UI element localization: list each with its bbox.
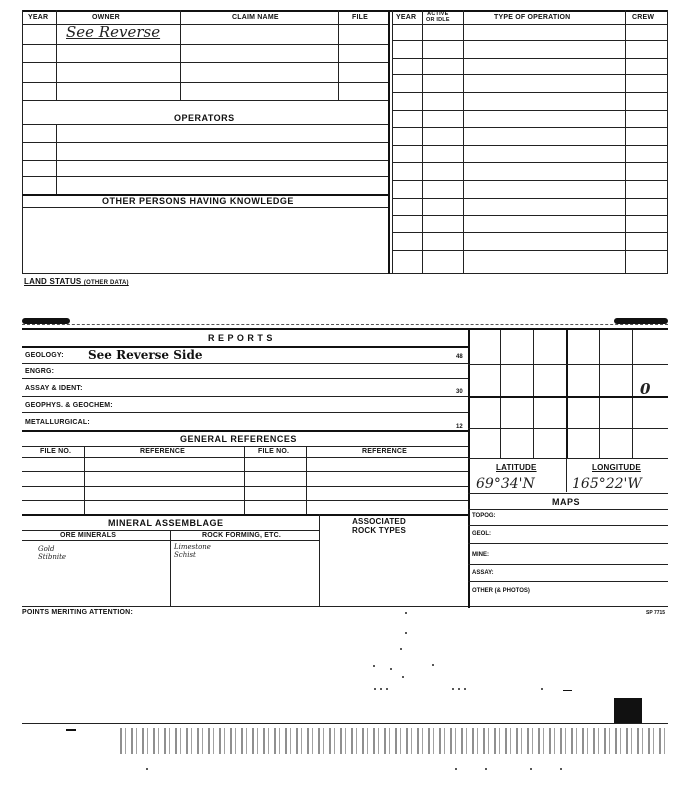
top-section	[22, 10, 668, 274]
longitude-value: 165°22'W	[572, 476, 642, 492]
noise-dash-left	[66, 729, 76, 731]
land-status-title: LAND STATUS	[24, 277, 82, 286]
latitude-label: LATITUDE	[496, 463, 537, 472]
rock-forming-heading: ROCK FORMING, ETC.	[202, 532, 282, 539]
form-id: SP 7715	[646, 610, 666, 616]
reports-heading: R E P O R T S	[208, 333, 273, 343]
land-status-sub: (OTHER DATA)	[83, 280, 129, 286]
rock-forming-1: Limestone	[174, 543, 211, 551]
col-file: FILE	[352, 14, 368, 21]
col-year-right: YEAR	[396, 14, 417, 21]
reports-section	[22, 330, 468, 516]
geology-num: 48	[456, 354, 463, 360]
bottom-noise-band	[120, 728, 668, 754]
other-persons-heading: OTHER PERSONS HAVING KNOWLEDGE	[102, 196, 294, 206]
col-year: YEAR	[28, 14, 49, 21]
col-active-idle: ACTIVE OR IDLE	[426, 11, 450, 23]
maps-list	[468, 509, 668, 607]
ore-mineral-1: Gold	[38, 545, 55, 553]
operators-heading: OPERATORS	[174, 113, 235, 123]
points-meriting-attention-label: POINTS MERITING ATTENTION:	[22, 609, 133, 616]
rock-forming-2: Schist	[174, 551, 196, 559]
associated-rock-types-heading: ASSOCIATED ROCK TYPES	[352, 517, 407, 535]
col-claim-name: CLAIM NAME	[232, 14, 279, 21]
maps-geol: GEOL:	[472, 531, 491, 537]
land-status-label	[24, 277, 129, 286]
geology-value: See Reverse Side	[88, 348, 203, 362]
geology-label: GEOLOGY:	[25, 352, 64, 359]
metallurgical-label: METALLURGICAL:	[25, 419, 90, 426]
engrg-label: ENGRG:	[25, 368, 55, 375]
assay-num: 30	[456, 389, 463, 395]
mineral-section	[22, 514, 468, 606]
ref-col-reference-1: REFERENCE	[140, 448, 185, 455]
maps-assay: ASSAY:	[472, 570, 494, 576]
ore-minerals-heading: ORE MINERALS	[60, 532, 117, 539]
assay-label: ASSAY & IDENT:	[25, 385, 83, 392]
maps-other: OTHER (& PHOTOS)	[472, 588, 530, 594]
col-owner: OWNER	[92, 14, 120, 21]
maps-topog: TOPOG:	[472, 513, 496, 519]
grid-mark: 0	[640, 380, 651, 398]
location-grid	[468, 330, 668, 460]
scan-bar-right	[614, 318, 668, 324]
maps-mine: MINE:	[472, 552, 489, 558]
ref-col-file-no-1: FILE NO.	[40, 448, 72, 455]
maps-heading: MAPS	[552, 497, 581, 507]
col-crew: CREW	[632, 14, 655, 21]
col-type-operation: TYPE OF OPERATION	[494, 14, 571, 21]
general-references-heading: GENERAL REFERENCES	[180, 434, 297, 444]
ore-mineral-2: Stibnite	[38, 553, 67, 561]
black-square	[614, 698, 642, 724]
ref-col-file-no-2: FILE NO.	[258, 448, 290, 455]
metallurgical-num: 12	[456, 424, 463, 430]
ref-col-reference-2: REFERENCE	[362, 448, 407, 455]
latitude-value: 69°34'N	[476, 476, 535, 492]
longitude-label: LONGITUDE	[592, 463, 641, 472]
geophys-label: GEOPHYS. & GEOCHEM:	[25, 402, 113, 409]
owner-entry: See Reverse	[66, 23, 161, 41]
mineral-assemblage-heading: MINERAL ASSEMBLAGE	[108, 518, 224, 528]
